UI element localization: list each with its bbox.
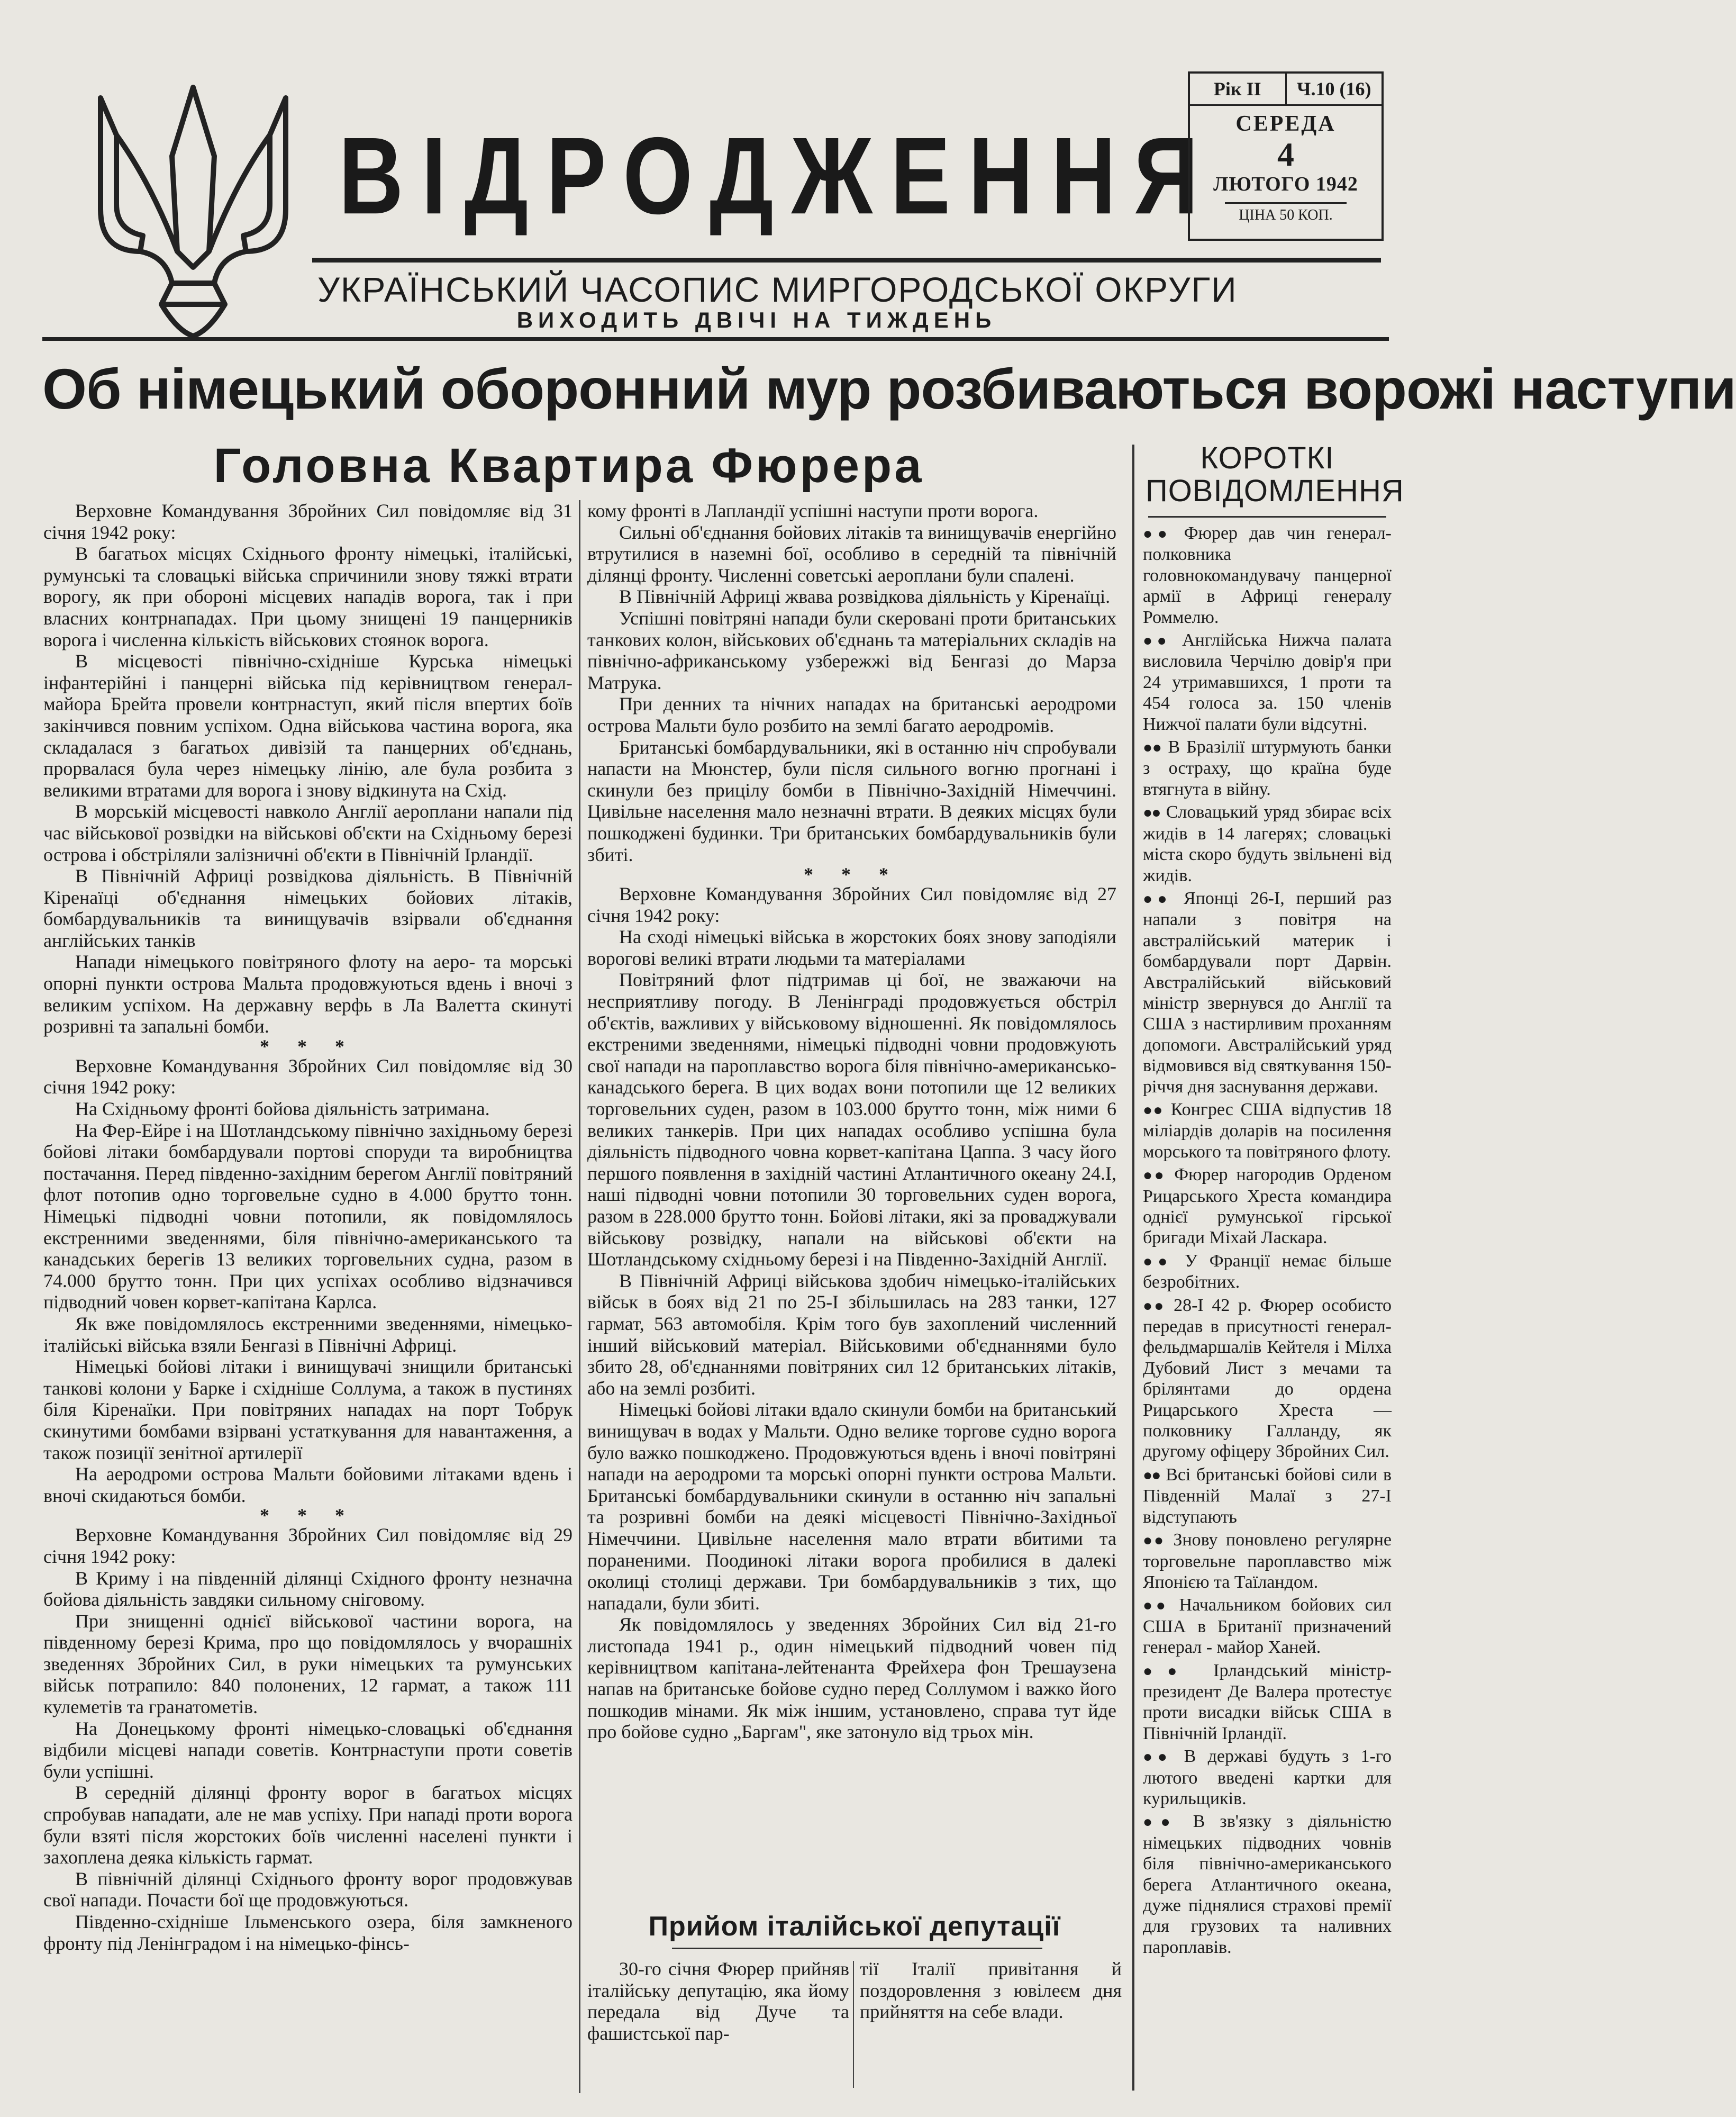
- brief-item: [1143, 737, 1392, 800]
- paragraph: На аеродроми острова Мальти бойовими літаками вдень і вночі скидаються бомби.: [43, 1463, 572, 1506]
- paragraph: При знищенні однієї військової частини ворога, на південному березі Крима, про що повідомлялось у вчорашніх зведеннях Збройних Сил, в руки німецьких та румунських військ потрапило: 840 полонених, 12 гармат, а також 111 кулеметів та гранатометів.: [43, 1610, 572, 1718]
- bullet-dots-icon: ●●: [1143, 1597, 1169, 1615]
- briefs-heading-line: КОРОТКІ: [1200, 441, 1334, 475]
- newspaper-title: ВІДРОДЖЕННЯ: [339, 114, 1216, 237]
- paragraph: В Північній Африці розвідкова діяльність. В Північній Кіренаїці об'єднання німецьких бойових літаків, бомбардувальників та винищувачів взірвали об'єднання англійських танків: [43, 865, 572, 951]
- column-divider: [853, 1961, 854, 2088]
- brief-text: 28-I 42 р. Фюрер особисто передав в присутності генерал-фельдмаршалів Кейтеля і Мілха Дубовий Лист з мечами та брілянтами до ордена Рицарського Хреста — полковнику Галланду, як другому офіцеру Збройних Сил.: [1143, 1295, 1392, 1462]
- masthead-rule: [312, 258, 1381, 263]
- brief-text: У Франції немає більше безробітних.: [1143, 1251, 1392, 1292]
- brief-item: [1143, 1464, 1392, 1527]
- article-column-2: [587, 500, 1116, 1929]
- paragraph: 30-го січня Фюрер прийняв італійську депутацію, яка йому передала від Дуче та фашистської пар-: [587, 1958, 849, 2044]
- issue-weekday: СЕРЕДА: [1235, 112, 1336, 136]
- brief-item: [1143, 1164, 1392, 1249]
- brief-text: Ірландський міністр-президент Де Валера протестує проти висадки військ США в Північній Ірландії.: [1143, 1660, 1392, 1743]
- brief-text: Знову поновлено регулярне торговельне пароплавство між Японією та Таїландом.: [1143, 1530, 1392, 1592]
- paragraph: Південно-східніше Ільменського озера, біля замкненого фронту під Ленінградом і на німецько-фінсь-: [43, 1911, 572, 1954]
- bullet-dots-icon: ●●: [1143, 1466, 1160, 1484]
- bullet-dots-icon: ●●: [1143, 1532, 1166, 1550]
- paragraph: На Фер-Ейре і на Шотландському північно західньому березі бойові літаки бомбардували портові споруди та виробництва постачання. Перед південно-західним берегом Англії повітряний флот потопив одно торговельне судно в 4.000 брутто тонн. Німецькі підводні човни потопили, як повідомлялось екстренними зведеннями, біля північно-американського та канадських берегів 13 великих торговельних судна, разом в 74.000 брутто тонн. При цих успіхах особливо відзначився підводний човен корвет-капітана Карлса.: [43, 1119, 572, 1313]
- issue-month-year: ЛЮТОГО 1942: [1213, 173, 1358, 195]
- brief-text: В державі будуть з 1-го лютого введені картки для курильщиків.: [1143, 1747, 1392, 1808]
- column-divider: [1132, 445, 1134, 2091]
- deputation-text-left: [587, 1958, 849, 2096]
- issue-day: 4: [1277, 135, 1294, 173]
- bullet-dots-icon: ●●: [1143, 1252, 1173, 1270]
- paragraph: На сході німецькі війська в жорстоких боях знову заподіяли ворогові великі втрати людьми та матеріалами: [587, 926, 1116, 969]
- section-separator: * * *: [804, 864, 900, 885]
- column-divider: [579, 500, 580, 2093]
- section-separator: * * *: [260, 1505, 356, 1526]
- deputation-headline: Прийом італійської депутації: [648, 1911, 1061, 1942]
- paragraph: При денних та нічних нападах на британські аеродроми острова Мальти було розбито на землі багато аеродромів.: [587, 693, 1116, 736]
- paragraph: В північній ділянці Східнього фронту ворог продовжував свої напади. Почасти бої ще продовжуються.: [43, 1868, 572, 1911]
- paragraph: В місцевості північно-східніше Курська німецькі інфантерійні і панцерні війська під керівництвом генерал-майора Брейта провели контрнаступ, який після впертих боїв закінчився повним успіхом. Одна військова частина ворога, яка складалася з багатьох дивізій та панцерних об'єднань, прорвалася була через німецьку лінію, але була розбита з великими втратами для ворога і знову відкинута на Схід.: [43, 650, 572, 801]
- paragraph: тії Італії привітання й поздоровлення з ювілеєм дня прийняття на себе влади.: [860, 1958, 1122, 2023]
- publication-frequency: ВИХОДИТЬ ДВІЧІ НА ТИЖДЕНЬ: [516, 307, 997, 332]
- paragraph: Успішні повітряні напади були скеровані проти британських танкових колон, військових об'єднань та матеріальних складів на північно-африканському узбережжі від Бенгазі до Марза Матрука.: [587, 607, 1116, 693]
- paragraph: Британські бомбардувальники, які в останню ніч спробували напасти на Мюнстер, були після сильного вогню прогнані і скинули без прицілу бомби в Північно-Західній Німеччині. Цивільне населення мало незначні втрати. В деяких місцях були пошкоджені будинки. Три британських бомбардувальників були збиті.: [587, 736, 1116, 865]
- brief-text: Англійська Нижча палата висловила Черчілю довір'я при 24 утримавшихся, 1 проти та 454 голоса за. 150 членів Нижчої палати були відсутні.: [1143, 630, 1392, 734]
- headline-underline: [672, 1948, 1042, 1949]
- section-separator: * * *: [260, 1035, 356, 1057]
- brief-text: Всі британські бойові сили в Південній Малаї з 27-I відступають: [1143, 1464, 1392, 1527]
- paragraph: Напади німецького повітряного флоту на аеро- та морські опорні пункти острова Мальта продовжуються вдень і вночі з великим успіхом. На державну верфь в Ла Валетта скинуті розривні та запальні бомби.: [43, 951, 572, 1037]
- article-column-1: [43, 500, 572, 1998]
- bullet-dots-icon: ●●: [1143, 632, 1171, 650]
- brief-item: [1143, 630, 1392, 735]
- brief-text: Японці 26-I, перший раз напали з повітря на австралійський материк і бомбардували порт Дарвін. Австралійський військовий міністр звернувся до Англії та США з настирливим проханням допомоги. Австралійський уряд відмовився від святкування 150-річчя дня заснування держави.: [1143, 888, 1392, 1097]
- paragraph: Як повідомлялось у зведеннях Збройних Сил від 21-го листопада 1941 р., один німецький підводний човен під керівництвом капітана-лейтенанта Фрейхера фон Трешаузена напав на британське бойове судно перед Соллумом і важко його пошкодив мінами. Як між іншим, установлено, справа тут йде про бойове судно „Баргам", яке затонуло від трьох мін.: [587, 1614, 1116, 1743]
- article-subheading: Головна Квартира Фюрера: [213, 439, 924, 493]
- briefs-heading-line: ПОВІДОМЛЕННЯ: [1146, 474, 1404, 508]
- brief-text: Конгрес США відпустив 18 міліардів доларів на посилення морського та повітряного флоту.: [1143, 1099, 1392, 1162]
- paragraph: На Східньому фронті бойова діяльність затримана.: [75, 1098, 490, 1120]
- paragraph: В Північній Африці військова здобич німецько-італійських військ в боях від 21 по 25-I збільшилась на 283 танки, 127 гармат, 563 автомобіля. Крім того був захоплений численний інший військовий матеріал. Військовими об'єднаннями було збито 28, об'єднаннями повітряних сил 12 британських літаків, або на землі розбиті.: [587, 1270, 1116, 1399]
- brief-text: Начальником бойових сил США в Британії призначений генерал - майор Ханей.: [1143, 1595, 1392, 1658]
- brief-item: [1143, 1595, 1392, 1658]
- paragraph: Верховне Командування Збройних Сил повідомляє від 29 січня 1942 року:: [43, 1524, 572, 1567]
- paragraph: В багатьох місцях Східнього фронту німецькі, італійські, румунські та словацькі війська спричинили знову тяжкі втрати ворогу, як при обороні місцевих нападів ворога, так і при власних контрнападах. При цьому знищені 19 панцерників ворога і численна кількість військових стоянок ворога.: [43, 543, 572, 650]
- paragraph: Німецькі бойові літаки вдало скинули бомби на британський винищувач в водах у Мальти. Одно велике торгове судно ворога було важко пошкоджено. Продовжуються вдень і вночі повітряні напади на аеродроми та морські опорні пункти острова Мальти. Британські бомбардувальники скинули в останню ніч запальні та розривні бомби на деякі місцевості Північно-Західньої Німеччини. Цивільне населення мало втрати вбитими та пораненими. Поодинокі літаки ворога пробилися в далекі околиці столиці держави. Три бомбардувальників з тих, що нападали, були збиті.: [587, 1399, 1116, 1614]
- briefs-heading-rule: [1148, 516, 1386, 518]
- paragraph: В середній ділянці фронту ворог в багатьох місцях спробував нападати, але не мав успіху. При нападі проти ворога були взяті після жорстоких боїв численні населені пункти і захоплена деяка кількість гармат.: [43, 1782, 572, 1868]
- bullet-dots-icon: ●●: [1143, 1813, 1178, 1831]
- bullet-dots-icon: ●●: [1143, 1748, 1173, 1766]
- briefs-list: [1143, 523, 1392, 1958]
- brief-item: [1143, 1746, 1392, 1809]
- brief-item: [1143, 523, 1392, 628]
- brief-text: В зв'язку з діяльністю німецьких підводних човнів біля північно-американського берега Атлантичного океана, дуже піднялися страхові премії для грузових та наливних пароплавів.: [1143, 1812, 1392, 1957]
- paragraph: Верховне Командування Збройних Сил повідомляє від 31 січня 1942 року:: [43, 500, 572, 543]
- issue-date-box: [1188, 71, 1384, 241]
- paragraph: Німецькі бойові літаки і винищувачі знищили британські танкові колони у Барке і східніше Соллума, а також в пустинях біля Кіренаїки. При повітряних нападах на порт Тобрук скинутими бомбами взірвані устаткування для навантаження, а також позиції зенітної артилерії: [43, 1356, 572, 1463]
- brief-item: [1143, 1660, 1392, 1744]
- bullet-dots-icon: ●●: [1143, 739, 1162, 757]
- brief-item: [1143, 888, 1392, 1097]
- brief-text: В Бразілії штурмують банки з остраху, що країна буде втягнута в війну.: [1143, 737, 1392, 799]
- masthead-bottom-rule: [42, 337, 1389, 341]
- bullet-dots-icon: ●●: [1143, 804, 1160, 822]
- issue-number: Ч.10 (16): [1285, 74, 1382, 104]
- issue-meta-row: [1190, 74, 1381, 106]
- bullet-dots-icon: ●●: [1143, 890, 1173, 908]
- brief-item: [1143, 1295, 1392, 1462]
- trident-emblem: [93, 77, 294, 341]
- paragraph: Як вже повідомлялось екстренними зведеннями, німецько-італійські війська взяли Бенгазі в Північні Африці.: [43, 1313, 572, 1356]
- paragraph: Верховне Командування Збройних Сил повідомляє від 30 січня 1942 року:: [43, 1055, 572, 1098]
- brief-item: [1143, 1251, 1392, 1293]
- brief-item: [1143, 802, 1392, 886]
- newspaper-subtitle: УКРАЇНСЬКИЙ ЧАСОПИС МИРГОРОДСЬКОЇ ОКРУГИ: [317, 270, 1238, 309]
- bullet-dots-icon: ●●: [1143, 1297, 1166, 1315]
- paragraph: В Криму і на південній ділянці Східного фронту незначна бойова діяльність завдяки сильному сніговому.: [43, 1567, 572, 1611]
- deputation-text-right: [860, 1958, 1122, 2096]
- brief-item: [1143, 1530, 1392, 1593]
- paragraph: Верховне Командування Збройних Сил повідомляє від 27 січня 1942 року:: [587, 883, 1116, 926]
- paragraph: Сильні об'єднання бойових літаків та винищувачів енергійно втрутилися в наземні бої, особливо в середній та північній ділянці фронту. Численні советські аероплани були спалені.: [587, 521, 1116, 586]
- bullet-dots-icon: ●●: [1143, 1101, 1164, 1119]
- brief-text: Фюрер нагородив Орденом Рицарського Хреста командира однієї румунської гірської бригади Міхай Ласкара.: [1143, 1165, 1392, 1248]
- brief-text: Словацький уряд збирає всіх жидів в 14 лагерях; словацькі міста скоро будуть звільнені від жидів.: [1143, 802, 1392, 885]
- paragraph: кому фронті в Лапландії успішні наступи проти ворога.: [587, 500, 1039, 521]
- main-headline: Об німецький оборонний мур розбиваються ворожі наступи: [42, 357, 1736, 421]
- bullet-dots-icon: ●●: [1143, 1166, 1166, 1184]
- issue-year: Рік II: [1213, 78, 1261, 99]
- bullet-dots-icon: ●●: [1143, 525, 1173, 542]
- paragraph: На Донецькому фронті німецько-словацькі об'єднання відбили місцеві напади советів. Контрнаступи проти советів були успішні.: [43, 1717, 572, 1782]
- briefs-column: [1143, 523, 1392, 2089]
- briefs-heading: [1146, 441, 1404, 508]
- brief-text: Фюрер дав чин генерал-полковника головнокомандувачу панцерної армії в Африці генералу Роммелю.: [1143, 523, 1392, 627]
- paragraph: Повітряний флот підтримав ці бої, не зважаючи на несприятливу погоду. В Ленінграді продовжується обстріл об'єктів, важливих у військовому відношенні. Як повідомлялось екстреними зведеннями, німецькі підводні човни продовжують свої напади на пароплавство ворога біля північно-американсько-канадського берега. В цих водах вони потопили ще 12 великих торговельних суден, разом в 103.000 брутто тонн, між ними 6 великих танкерів. При цих нападах особливо успішна була діяльність підводного човна корвет-капітана Цаппа. З часу його першого появлення в західній частині Атлантичного океану 24.I, наші підводні човни потопили 30 торговельних суден ворога, разом в 228.000 брутто тонн. Бойові літаки, які за проваджували військову розвідку, напали на військові об'єкти на Шотландському східньому березі і на Південно-Західній Англії.: [587, 969, 1116, 1270]
- brief-item: [1143, 1811, 1392, 1958]
- paragraph: В Північній Африці жвава розвідкова діяльність у Кіренаїці.: [619, 586, 1111, 608]
- brief-item: [1143, 1099, 1392, 1162]
- bullet-dots-icon: ●●: [1143, 1662, 1192, 1680]
- issue-price: ЦІНА 50 КОП.: [1225, 202, 1347, 224]
- paragraph: В морській місцевості навколо Англії аероплани напали під час військової розвідки на військові об'єкти на Східньому березі острова і обстріляли залізничні об'єкти в Північній Ірландії.: [43, 801, 572, 865]
